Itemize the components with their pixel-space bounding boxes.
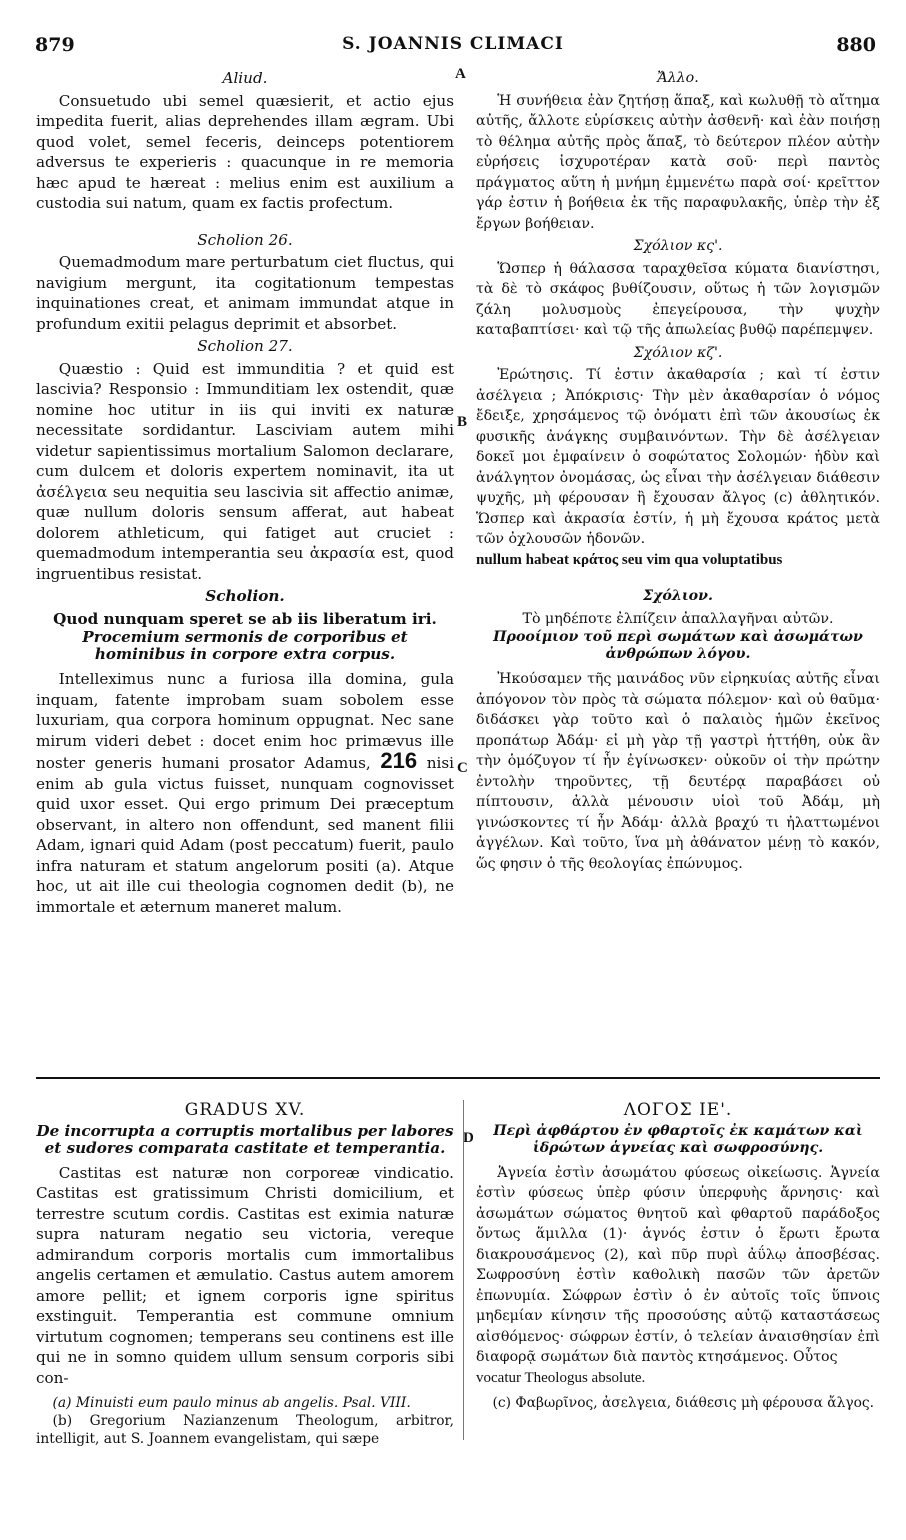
heading-scholion-26: Scholion 26. [197, 230, 293, 249]
heading-scholion-27: Scholion 27. [197, 337, 293, 355]
latin-column-lower [36, 1100, 454, 1448]
heading-prooimion: Προοίμιον τοῦ περὶ σωμάτων καὶ ἀσωμάτων ἀνθρώπων λόγου. [493, 629, 863, 662]
heading-procemium: Procemium sermonis de corporibus et hominibus in corpore extra corpus. [82, 628, 408, 663]
logos-subtitle: Περὶ ἀφθάρτου ἐν φθαρτοῖς ἐκ καμάτων καὶ ἱδρώτων ἁγνείας καὶ σωφροσύνης. [493, 1122, 863, 1156]
greek-paragraph-5: Ἠκούσαμεν τῆς μαινάδος νῦν εἰρηκυίας αὐτῆς εἶναι ἀπόγονον τὸν πρὸς τὰ σώματα πόλεμον· καὶ οὐ θαῦμα· διδάσκει γὰρ τοῦτο καὶ ὁ παλαιὸς ἡμῶν ἐκεῖνος προπάτωρ Ἀδάμ· εἰ μὴ γὰρ τῇ γαστρὶ ἡττήθη, οὐκ ἂν τὴν ὁμόζυγον τί ἦν ἐγίνωσκεν· οὐκοῦν οἱ τὴν πρώτην ἐντολὴν τηροῦντες, τῇ δευτέρᾳ παραβάσει οὐ πίπτουσιν, ἀλλὰ μένουσιν υἱοὶ τοῦ Ἀδάμ, μὴ γινώσκοντες τί ἦν Ἀδάμ· ἀλλὰ βραχύ τι ἠλαττωμένοι ἀγγέλων. Καὶ τοῦτο, ἵνα μὴ ἀθάνατον μένῃ τὸ κακόν, ὥς φησιν ὁ τῆς θεολογίας ἐπώνυμος. [476, 671, 880, 872]
heading-allo: Ἄλλο. [657, 70, 699, 86]
latin-paragraph-1: Consuetudo ubi semel quæsierit, et actio ejus impedita fuerit, alias deprehendes illam ægram. Ubi quod volet, semel feceris, deinceps potentiorem adversus te experieris : quacunque in re memoria hæc apud te hæreat : melius enim est auxilium a custodia sui natum, quam ex factis profectum. [36, 91, 454, 212]
latin-paragraph-4: Quod nunquam speret se ab iis liberatum iri. [53, 609, 437, 628]
greek-footnotes [476, 1394, 880, 1412]
latin-gloss-line: nullum habeat κράτος seu vim qua voluptatibus [476, 551, 783, 568]
greek-paragraph-4: Τὸ μηδέποτε ἐλπίζειν ἀπαλλαγῆναι αὐτῶν. [522, 610, 834, 627]
greek-paragraph-2: Ὥσπερ ἡ θάλασσα ταραχθεῖσα κύματα διανίστησι, τὰ δὲ τὸ σκάφος βυθίζουσιν, οὕτως ἡ τῶν λογισμῶν ζάλη μολυσμοὺς ἐπεγείρουσα, τὴν ψυχὴν καταβαπτίσει· καὶ τῷ τῆς ἀπωλείας βυθῷ παρέπεμψεν. [476, 260, 880, 338]
gradus-title: GRADUS XV. [184, 1100, 306, 1120]
latin-castitas-paragraph: Castitas est naturæ non corporeæ vindicatio. Castitas est gratissimum Christi domicilium, et terrestre scutum cordis. Castitas est eximia naturæ supra naturam negatio seu victoria, vereque admirandum corporis mortalis cum immortalibus angelis certamen et æmulatio. Castus autem amorem amore pellit; et ignem corporis igne spiritus exstinguit. Temperantia est commune omnium virtutum cognomen; temperans seu continens est ille qui ne in somno quidem ullum sensum corporis sibi con- [36, 1163, 454, 1387]
section-letter-c: C [457, 760, 468, 776]
section-letter-a: A [455, 66, 466, 82]
latin-paragraph-5a: Intelleximus nunc a furiosa illa domina, gula inquam, fatente improbam suam sobolem esse luxuriam, qua corpora hominum oppugnat. Nec sane mirum videri debet : docet enim hoc primævus ille noster generis humani prosator Adamus, [36, 670, 454, 772]
latin-column-upper [36, 66, 454, 917]
gradus-subtitle: De incorrupta a corruptis mortalibus per labores et sudores comparata castitate et temperantia. [36, 1121, 454, 1157]
greek-column-upper [476, 66, 880, 874]
page-number-left: 879 [35, 34, 75, 56]
latin-footnotes [36, 1394, 454, 1448]
running-title: S. JOANNIS CLIMACI [342, 34, 564, 54]
greek-paragraph-3: Ἐρώτησις. Τί ἐστιν ἀκαθαρσία ; καὶ τί ἐστιν ἀσέλγεια ; Ἀπόκρισις· Τὴν μὲν ἀκαθαρσίαν ὁ νόμος ἔδειξε, χρησάμενος τῷ ὀνόματι ἐπὶ τῶν ἀκουσίως ἐκ φυσικῆς ἀνάγκης συμβαινόντων. Τὴν δὲ ἀσέλγειαν δοκεῖ μοι ἐμφαίνειν ὁ σοφώτατος Σολομών· ἡδὺν καὶ ἀνάλγητον ὀνομάσας, ὡς εἶναι τὴν ἀσέλγειαν διάθεσιν ψυχῆς, μὴ φέρουσαν ἢ ἔχουσαν ἄλγος (c) ἀθλητικόν. Ὥσπερ καὶ ἀκρασία ἐστίν, ἡ μὴ ἔχουσα κράτος μετὰ τῶν ὀχλουσῶν ἡδονῶν. [476, 367, 880, 547]
greek-column-lower [476, 1100, 880, 1412]
latin-paragraph-3: Quæstio : Quid est immunditia ? et quid est lascivia? Responsio : Immunditiam lex ostendit, quæ nomine hoc utitur in iis qui inviti ex naturæ necessitate sordidantur. Lasciviam autem mihi videtur sapientissimus mortalium Salomon declarare, cum dulcem et doloris expertem nominavit, ita ut ἀσέλγεια seu nequitia seu lascivia sit affectio animæ, quæ nullum doloris sensum afferat, aut habeat dolorem athleticum, qui fatiget aut cruciet : quemadmodum intemperantia seu ἀκρασία est, quod ingruentibus resistat. [36, 359, 454, 583]
latin-note-theologus: vocatur Theologus absolute. [476, 1369, 646, 1386]
heading-scholion-ks: Σχόλιον κς'. [633, 238, 723, 254]
section-letter-d: D [463, 1130, 474, 1146]
latin-paragraph-5 [36, 669, 454, 917]
heading-scholion-kz: Σχόλιον κζ'. [633, 344, 723, 361]
heading-scholion-greek: Σχόλιον. [643, 588, 713, 604]
footnote-a: (a) Minuisti eum paulo minus ab angelis. Psal. VIII. [52, 1395, 411, 1411]
margin-number-216: 216 [380, 748, 418, 773]
column-divider [463, 1100, 464, 1440]
logos-title: ΛΟΓΟΣ ΙΕ'. [623, 1100, 733, 1120]
footnote-c: (c) Φαβωρῖνος, ἀσελγεια, διάθεσις μὴ φέρουσα ἄλγος. [492, 1395, 875, 1411]
greek-agneia-paragraph: Ἁγνεία ἐστὶν ἀσωμάτου φύσεως οἰκείωσις. Ἁγνεία ἐστὶν φύσεως ὑπὲρ φύσιν ὑπερφυὴς ἄρνησις· καὶ ἀσωμάτων σώματος θνητοῦ καὶ φθαρτοῦ παράδοξος ὄντως ἅμιλλα (1)· ἁγνός ἐστιν ὁ ἔρωτι ἔρωτα διακρουσάμενος (2), καὶ πῦρ πυρὶ ἀΰλῳ ἀποσβέσας. Σωφροσύνη ἐστὶν καθολικὴ πασῶν τῶν ἀρετῶν ἐπωνυμία. Σώφρων ἐστὶν ὁ ἐν αὐτοῖς τοῖς ὕπνοις μηδεμίαν κίνησιν τῆς προσούσης αὐτῷ καταστάσεως αἰσθόμενος· σώφρων ἐστίν, ὁ τελείαν ἀναισθησίαν ἐπὶ διαφορᾷ σωμάτων διὰ παντὸς κτησάμενος. Οὗτος [476, 1164, 880, 1365]
section-rule [36, 1077, 880, 1079]
page-number-right: 880 [836, 34, 876, 56]
greek-paragraph-1: Ἡ συνήθεια ἐὰν ζητήσῃ ἅπαξ, καὶ κωλυθῇ τὸ αἴτημα αὐτῆς, ἄλλοτε εὑρίσκεις αὐτὴν ἀσθενῆ· καὶ ἐὰν ποιήσῃ τὸ θέλημα αὐτῆς πρὸς ἅπαξ, τὸ δεύτερον πλέον αὐτὴν εὑρήσεις ἰσχυροτέραν κατὰ σοῦ· περὶ παντὸς πράγματος αὕτη ἡ μνήμη ἐμμενέτω παρὰ σοί· κρεῖττον γάρ ἐστιν ἡ βοήθεια ἐκ τῆς παραφυλακῆς, ὑπὲρ τὴν ἐξ ἔργων βοήθειαν. [476, 92, 880, 232]
latin-paragraph-5b: nisi enim ab gula victus fuisset, nunquam cognovisset quid uxor esset. Qui ergo primum Dei præceptum observant, in altero non offendunt, sed manent filii Adam, ignari quid Adam (post peccatum) fuerit, paulo infra naturam et statum angelorum positi (a). Atque hoc, ut ait ille cui theologia cognomen dedit (b), ne immortale et æternum maneret malum. [36, 754, 454, 916]
section-letter-b: B [457, 414, 468, 430]
footnote-b: (b) Gregorium Nazianzenum Theologum, arbitror, intelligit, aut S. Joannem evangelistam, qui sæpe [36, 1413, 454, 1447]
heading-scholion: Scholion. [205, 587, 285, 605]
heading-aliud: Aliud. [222, 69, 268, 87]
latin-paragraph-2: Quemadmodum mare perturbatum ciet fluctus, qui navigium mergunt, ita cogitationum tempestas inquinationes creat, et animam immundat atque in profundum exitii pelagus deprimit et absorbet. [36, 253, 454, 333]
